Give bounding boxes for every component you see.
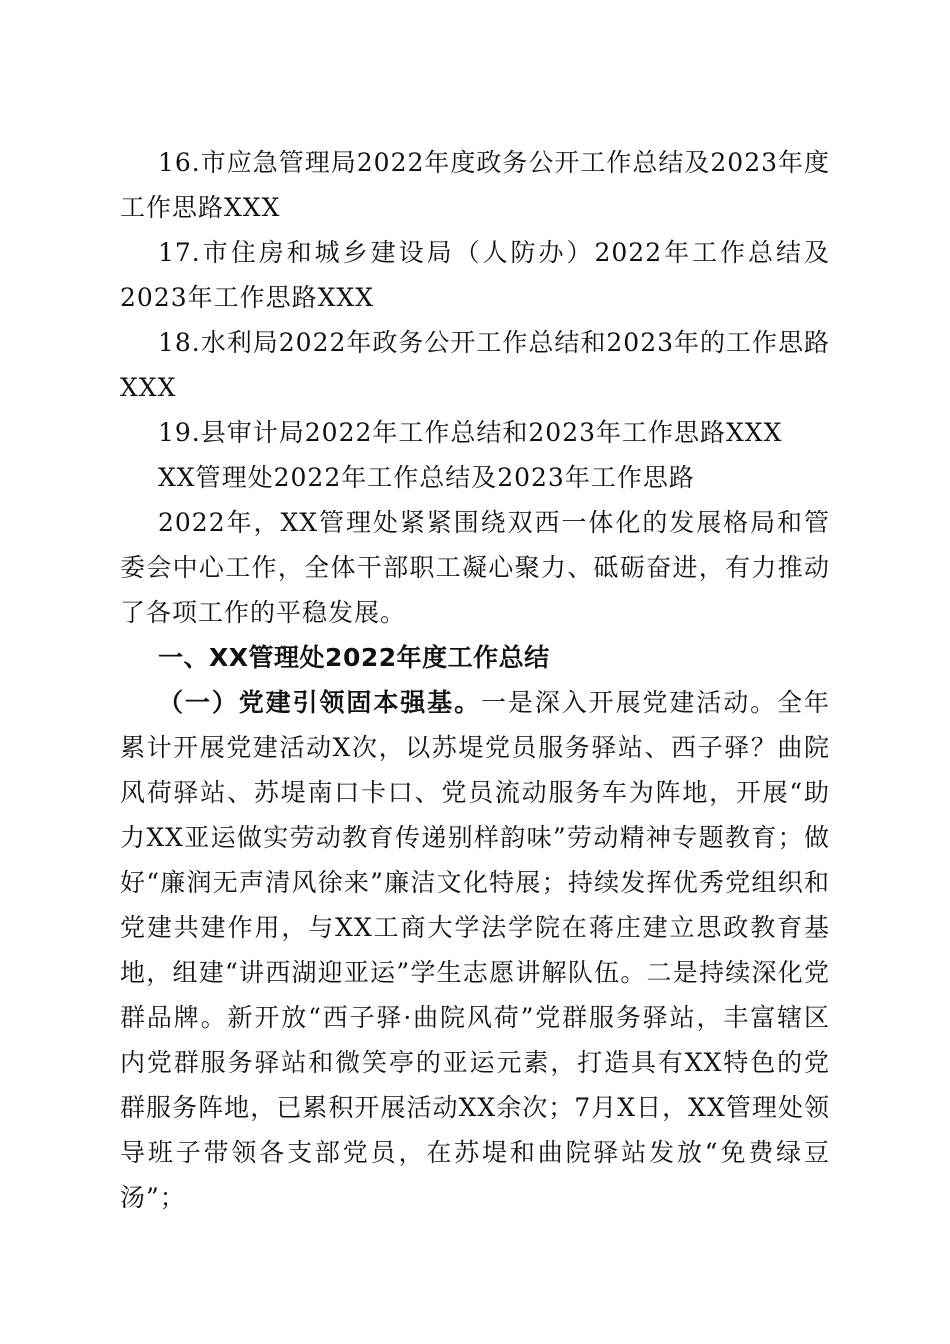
document-body: [120, 140, 830, 1220]
section-heading: 一、XX管理处2022年度工作总结: [158, 643, 550, 672]
subsection-paragraph: [120, 680, 830, 1220]
intro-paragraph: 2022年，XX管理处紧紧围绕双西一体化的发展格局和管委会中心工作，全体干部职工凝心聚力、砥砺奋进，有力推动了各项工作的平稳发展。: [120, 508, 830, 627]
list-item-19: 19.县审计局2022年工作总结和2023年工作思路XXX: [158, 418, 783, 447]
subsection-body: 一是深入开展党建活动。全年累计开展党建活动X次，以苏堤党员服务驿站、西子驿？曲院风荷驿站、苏堤南口卡口、党员流动服务车为阵地，开展“助力XX亚运做实劳动教育传递别样韵味”劳动精神专题教育；做好“廉润无声清风徐来”廉洁文化特展；持续发挥优秀党组织和党建共建作用，与XX工商大学法学院在蒋庄建立思政教育基地，组建“讲西湖迎亚运”学生志愿讲解队伍。二是持续深化党群品牌。新开放“西子驿·曲院风荷”党群服务驿站，丰富辖区内党群服务驿站和微笑亭的亚运元素，打造具有XX特色的党群服务阵地，已累积开展活动XX余次；7月X日，XX管理处领导班子带领各支部党员，在苏堤和曲院驿站发放“免费绿豆汤”；: [120, 688, 830, 1212]
list-item-17: 17.市住房和城乡建设局（人防办）2022年工作总结及2023年工作思路XXX: [120, 238, 830, 312]
list-item-16: 16.市应急管理局2022年度政务公开工作总结及2023年度工作思路XXX: [120, 148, 831, 222]
document-title: XX管理处2022年工作总结及2023年工作思路: [158, 463, 695, 492]
subsection-label: （一）党建引领固本强基。: [158, 688, 481, 717]
list-item-18: 18.水利局2022年政务公开工作总结和2023年的工作思路XXX: [120, 328, 831, 402]
